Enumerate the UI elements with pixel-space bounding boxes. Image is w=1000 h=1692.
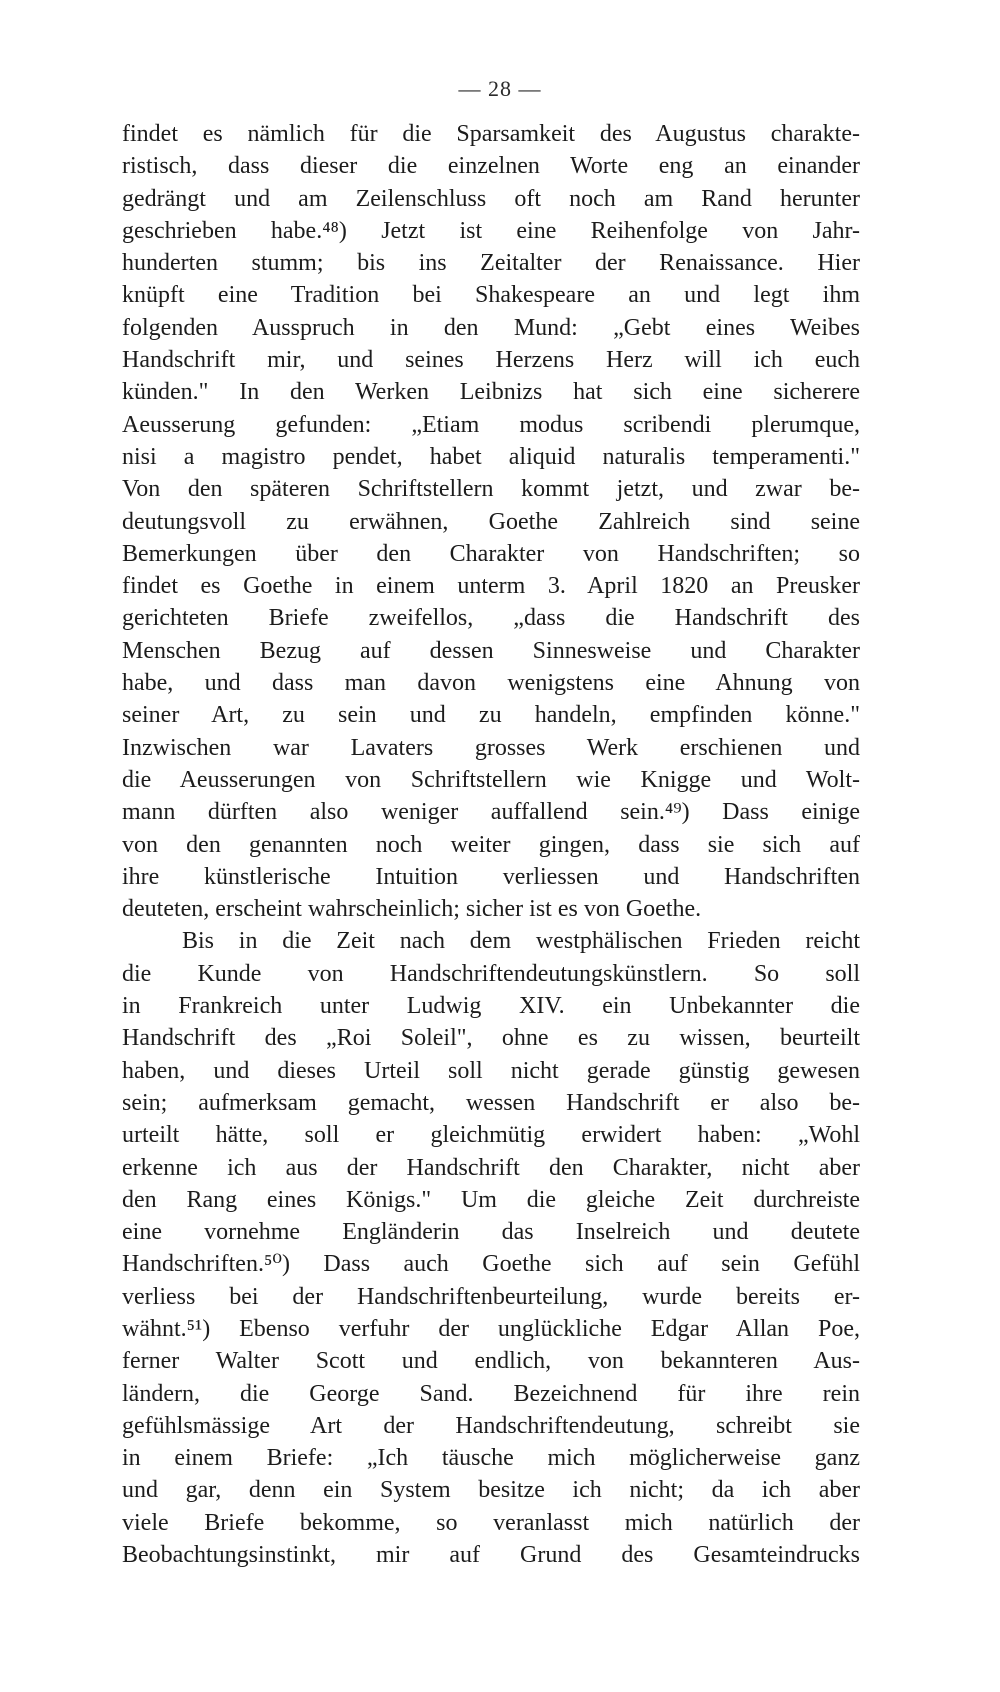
text-line: Handschrift des „Roi Soleil", ohne es zu wissen, beurteilt [122, 1025, 860, 1052]
text-line: folgenden Ausspruch in den Mund: „Gebt eines Weibes [122, 314, 860, 341]
text-line: mann dürften also weniger auffallend sein.⁴⁹) Dass einige [122, 799, 860, 826]
text-line: urteilt hätte, soll er gleichmütig erwidert haben: „Wohl [122, 1122, 860, 1149]
text-line: Handschriften.⁵⁰) Dass auch Goethe sich auf sein Gefühl [122, 1251, 860, 1278]
text-line: habe, und dass man davon wenigstens eine Ahnung von [122, 670, 860, 697]
text-line: und gar, denn ein System besitze ich nicht; da ich aber [122, 1477, 860, 1504]
text-line: gerichteten Briefe zweifellos, „dass die Handschrift des [122, 605, 860, 632]
text-line: haben, und dieses Urteil soll nicht gerade günstig gewesen [122, 1057, 860, 1084]
text-line: Bis in die Zeit nach dem westphälischen Frieden reicht [182, 928, 860, 955]
text-line: nisi a magistro pendet, habet aliquid naturalis temperamenti." [122, 443, 860, 470]
text-line: Inzwischen war Lavaters grosses Werk erschienen und [122, 734, 860, 761]
text-line: findet es nämlich für die Sparsamkeit des Augustus charakte- [122, 121, 860, 147]
text-line: wähnt.⁵¹) Ebenso verfuhr der unglückliche Edgar Allan Poe, [122, 1315, 860, 1342]
text-line: Aeusserung gefunden: „Etiam modus scribendi plerumque, [122, 411, 860, 438]
text-line: die Aeusserungen von Schriftstellern wie Knigge und Wolt- [122, 766, 860, 793]
text-line: sein; aufmerksam gemacht, wessen Handschrift er also be- [122, 1089, 860, 1116]
text-line: die Kunde von Handschriftendeutungskünstlern. So soll [122, 960, 860, 987]
text-line: den Rang eines Königs." Um die gleiche Zeit durchreiste [122, 1186, 860, 1213]
text-line: von den genannten noch weiter gingen, dass sie sich auf [122, 831, 860, 858]
text-line: deutungsvoll zu erwähnen, Goethe Zahlreich sind seine [122, 508, 860, 535]
text-line: findet es Goethe in einem unterm 3. April 1820 an Preusker [122, 573, 860, 600]
text-line: Menschen Bezug auf dessen Sinnesweise und Charakter [122, 637, 860, 664]
text-line: ländern, die George Sand. Bezeichnend für ihre rein [122, 1380, 860, 1407]
text-line: ristisch, dass dieser die einzelnen Worte eng an einander [122, 153, 860, 180]
text-line: viele Briefe bekomme, so veranlasst mich natürlich der [122, 1509, 860, 1536]
page-number: — 28 — [458, 76, 542, 101]
text-line: knüpft eine Tradition bei Shakespeare an und legt ihm [122, 282, 860, 309]
text-line: gedrängt und am Zeilenschluss oft noch am Rand herunter [122, 185, 860, 212]
text-line: Beobachtungsinstinkt, mir auf Grund des Gesamteindrucks [122, 1542, 860, 1569]
text-line: geschrieben habe.⁴⁸) Jetzt ist eine Reihenfolge von Jahr- [122, 217, 860, 244]
text-line: hunderten stumm; bis ins Zeitalter der Renaissance. Hier [122, 250, 860, 277]
text-line: in Frankreich unter Ludwig XIV. ein Unbekannter die [122, 993, 860, 1020]
body-text [122, 118, 860, 1571]
text-line: eine vornehme Engländerin das Inselreich und deutete [122, 1219, 860, 1246]
text-line: ihre künstlerische Intuition verliessen und Handschriften [122, 863, 860, 890]
text-line: ferner Walter Scott und endlich, von bekannteren Aus- [122, 1348, 860, 1375]
text-line: seiner Art, zu sein und zu handeln, empfinden könne." [122, 702, 860, 729]
text-line: Von den späteren Schriftstellern kommt jetzt, und zwar be- [122, 476, 860, 503]
text-line: erkenne ich aus der Handschrift den Charakter, nicht aber [122, 1154, 860, 1181]
text-line: künden." In den Werken Leibnizs hat sich eine sicherere [122, 379, 860, 406]
text-line: Bemerkungen über den Charakter von Handschriften; so [122, 540, 860, 567]
text-line: deuteten, erscheint wahrscheinlich; sicher ist es von Goethe. [122, 896, 702, 923]
text-line: gefühlsmässige Art der Handschriftendeutung, schreibt sie [122, 1412, 860, 1439]
text-line: verliess bei der Handschriftenbeurteilung, wurde bereits er- [122, 1283, 860, 1310]
text-line: Handschrift mir, und seines Herzens Herz will ich euch [122, 347, 860, 374]
text-line: in einem Briefe: „Ich täusche mich möglicherweise ganz [122, 1445, 860, 1472]
